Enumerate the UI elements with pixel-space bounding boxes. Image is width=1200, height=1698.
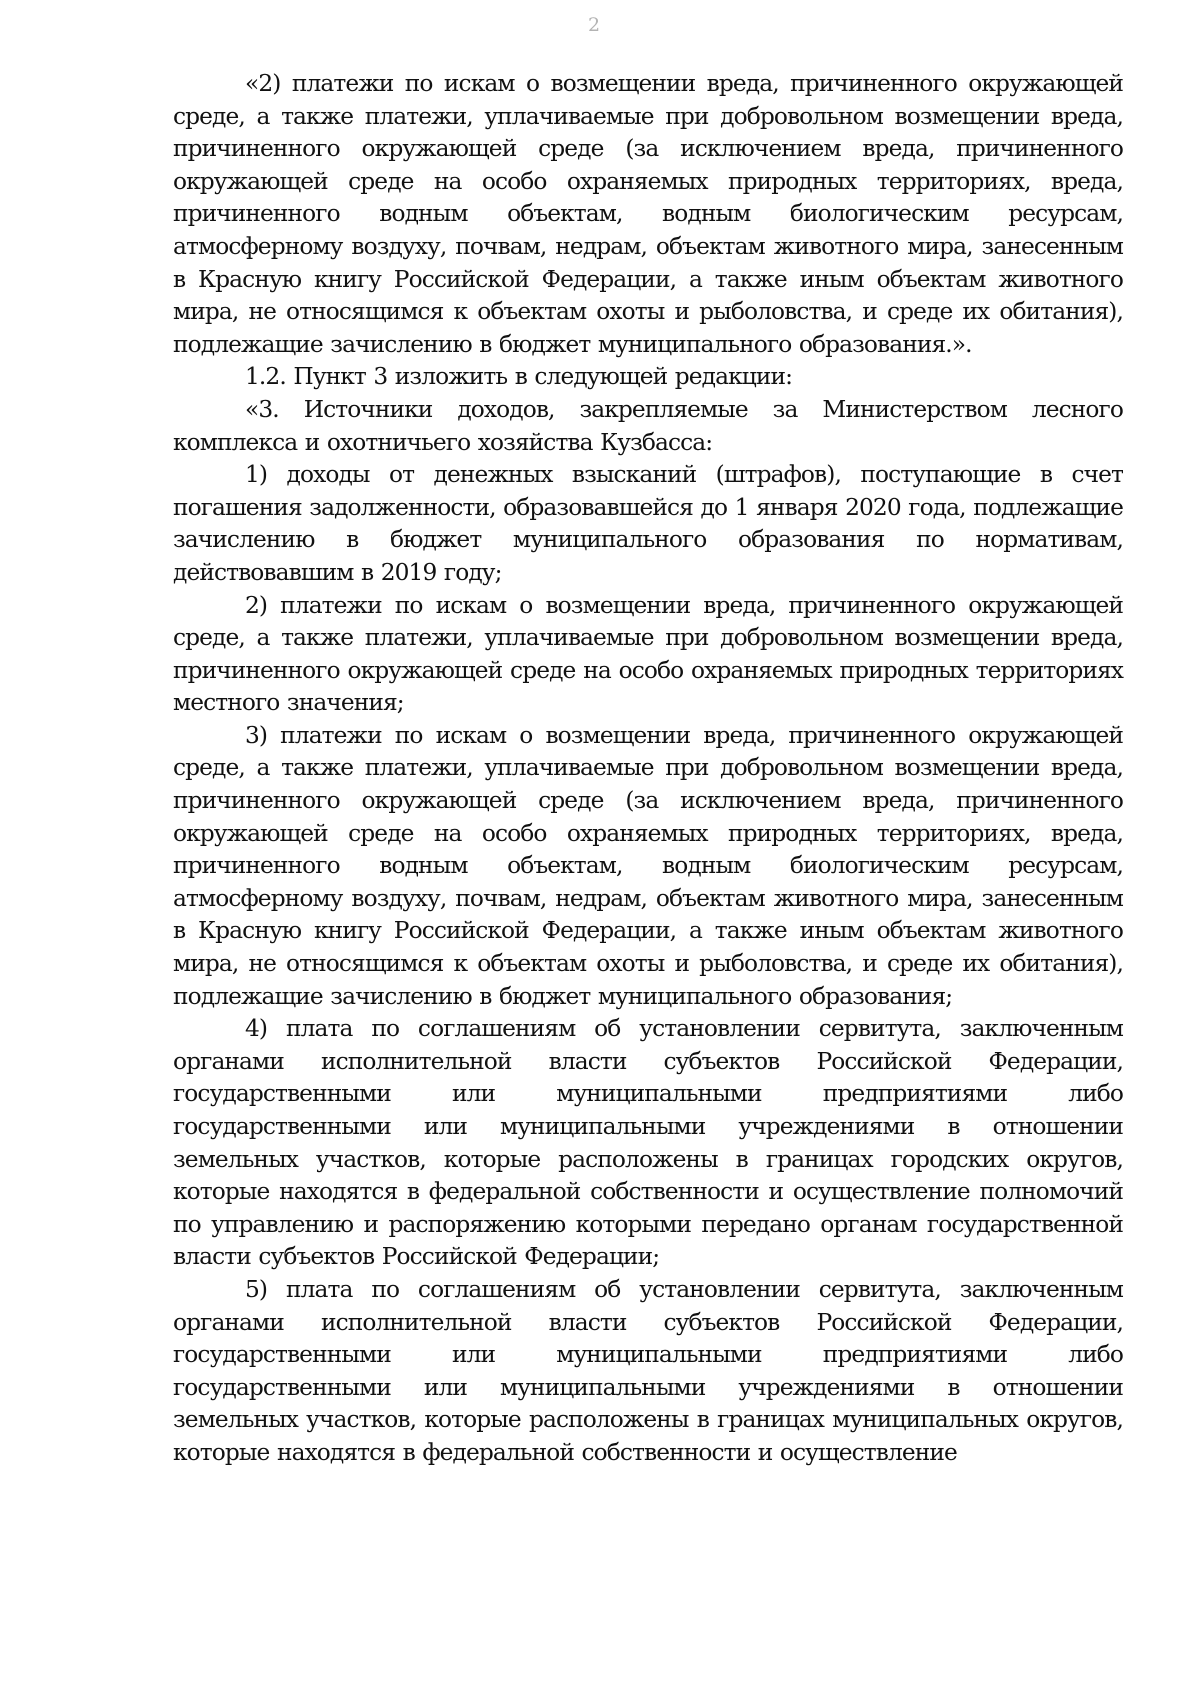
paragraph-item-2-protected-territories: 2) платежи по искам о возмещении вреда, причиненного окружающей среде, а также платежи, уплачиваемые при добровольном возмещении вреда, причиненного окружающей среде на особо охраняемых природных территориях местного значения; [173,591,1123,717]
paragraph-clause-3-header: «3. Источники доходов, закрепляемые за Министерством лесного комплекса и охотничьего хозяйства Кузбасса: [173,395,1123,456]
paragraph-item-4-servitude-urban: 4) плата по соглашениям об установлении сервитута, заключенным органами исполнительной власти субъектов Российской Федерации, государственными или муниципальными предприятиями либо государственными или муниципальными учреждениями в отношении земельных участков, которые расположены в границах городских округов, которые находятся в федеральной собственности и осуществление полномочий по управлению и распоряжению которыми передано органам государственной власти субъектов Российской Федерации; [173,1015,1123,1271]
paragraph-item-3-environment-damage: 3) платежи по искам о возмещении вреда, причиненного окружающей среде, а также платежи, уплачиваемые при добровольном возмещении вреда, причиненного окружающей среде (за исключением вреда, причиненного окружающей среде на особо охраняемых природных территориях, вреда, причиненного водным объектам, водным биологическим ресурсам, атмосферному воздуху, почвам, недрам, объектам животного мира, занесенным в Красную книгу Российской Федерации, а также иным объектам животного мира, не относящимся к объектам охоты и рыболовства, и среде их обитания), подлежащие зачислению в бюджет муниципального образования; [173,721,1123,1010]
paragraph-item-1-fines: 1) доходы от денежных взысканий (штрафов), поступающие в счет погашения задолженности, образовавшейся до 1 января 2020 года, подлежащие зачислению в бюджет муниципального образования по нормативам, действовавшим в 2019 году; [173,461,1123,586]
paragraph-item-5-servitude-municipal: 5) плата по соглашениям об установлении сервитута, заключенным органами исполнительной власти субъектов Российской Федерации, государственными или муниципальными предприятиями либо государственными или муниципальными учреждениями в отношении земельных участков, которые расположены в границах муниципальных округов, которые находятся в федеральной собственности и осуществление [173,1275,1123,1466]
page-number: 2 [587,14,601,36]
document-body [173,68,1123,1470]
paragraph-item-2-payments-claims: «2) платежи по искам о возмещении вреда, причиненного окружающей среде, а также платежи, уплачиваемые при добровольном возмещении вреда, причиненного окружающей среде (за исключением вреда, причиненного окружающей среде на особо охраняемых природных территориях, вреда, причиненного водным объектам, водным биологическим ресурсам, атмосферному воздуху, почвам, недрам, объектам животного мира, занесенным в Красную книгу Российской Федерации, а также иным объектам животного мира, не относящимся к объектам охоты и рыболовства, и среде их обитания), подлежащие зачислению в бюджет муниципального образования.». [173,70,1123,358]
paragraph-clause-1-2: 1.2. Пункт 3 изложить в следующей редакции: [245,363,793,391]
